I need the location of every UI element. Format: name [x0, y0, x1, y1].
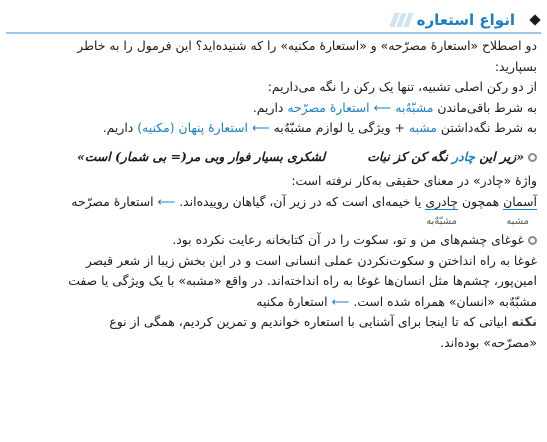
keyword-explicit-metaphor: استعارۀ مصرّحه — [287, 99, 370, 115]
note-text: ابیاتی که تا اینجا برای آشنایی با استعاره خواندیم و تمرین کردیم، همگی از نوع — [109, 314, 508, 329]
poem-line — [8, 147, 537, 168]
body-text — [8, 36, 537, 353]
paragraph-line: غوغا به راه انداختن و سکوت‌نکردن عملی انسانی است و در این بخش زیبا از شعر قیصر — [85, 252, 537, 268]
arrow-icon: ⟵ — [331, 293, 350, 309]
example-line — [8, 192, 537, 213]
rule-text: داریم. — [102, 120, 138, 135]
rule-text: + ویژگی یا لوازم مشبّهٌ‌به — [269, 120, 409, 135]
paragraph-line: امین‌پور، چشم‌ها مثل انسان‌ها غوغا به راه انداخته‌اند. در واقع «مشبه» با یک ویژگی یا صفت — [68, 273, 537, 288]
diamond-icon — [529, 14, 540, 25]
bullet-icon — [528, 153, 537, 162]
rule-line-metaphor-implicit — [8, 118, 537, 139]
underlined-text: آسمان — [503, 193, 537, 209]
example-line — [8, 230, 537, 251]
poem-hemistich-2: لشکری بسیار فوار وبی مر(= بی شمار) است» — [76, 148, 326, 164]
example-text: آسمان همچون چادری یا خیمه‌ای است که در زیر آن، گیاهان روییده‌اند. — [179, 193, 537, 209]
header-tab — [380, 8, 541, 32]
example-text: غوغای چشم‌های من و تو، سکوت را در آن کتابخانه رعایت نکرده بود. — [172, 232, 524, 247]
keyword-tenor: مشبه — [408, 120, 437, 135]
paragraph-line: از دو رکن اصلی تشبیه، تنها یک رکن را نگه می‌داریم: — [267, 79, 537, 94]
poem-keyword: چادر — [452, 148, 476, 164]
keyword-implicit-metaphor: استعارۀ پنهان (مکنیه) — [137, 120, 248, 135]
stripes-icon — [392, 13, 411, 27]
paragraph-text: مشبّهٌ‌به «انسان» همراه شده است. — [353, 293, 537, 309]
section-title: انواع استعاره — [416, 11, 515, 29]
note-badge: نکته — [511, 315, 537, 330]
keyword-vehicle: مشبّهٌ‌به — [395, 99, 434, 115]
poem-text: نگه کن کز نبات — [367, 148, 453, 164]
bullet-icon — [528, 236, 537, 245]
paragraph-line: واژۀ «چادر» در معنای حقیقی به‌کار نرفته است: — [291, 173, 537, 188]
underline-labels — [8, 212, 537, 228]
note-line: «مصرّحه» بوده‌اند. — [440, 334, 537, 350]
arrow-icon: ⟵ — [251, 120, 270, 135]
rule-text: داریم. — [252, 99, 288, 115]
arrow-icon: ⟵ — [373, 99, 392, 115]
note-line — [8, 312, 537, 333]
paragraph-line: دو اصطلاح «استعارۀ مصرّحه» و «استعارۀ مکنیه» را که شنیده‌اید؟ این فرمول را به خاطر — [77, 38, 537, 53]
poem-text: «زیر این — [475, 148, 524, 164]
paragraph-line — [8, 292, 537, 313]
rule-text: به شرط باقی‌ماندن — [433, 99, 537, 115]
header-rule — [6, 32, 541, 34]
section-header — [6, 8, 541, 34]
example-label: استعارۀ مصرّحه — [71, 193, 154, 209]
rule-line-metaphor-explicit — [8, 98, 537, 119]
poem-hemistich-1 — [367, 149, 524, 164]
arrow-icon: ⟵ — [157, 193, 176, 209]
underlined-text: چادری — [425, 193, 459, 209]
label-tenor: مشبه — [506, 216, 529, 227]
paragraph-line: بسپارید: — [494, 58, 537, 74]
rule-text: به شرط نگه‌داشتن — [436, 120, 537, 135]
label-vehicle: مشبّهٌ‌به — [426, 216, 457, 227]
paragraph-text: استعارۀ مکنیه — [256, 293, 328, 309]
